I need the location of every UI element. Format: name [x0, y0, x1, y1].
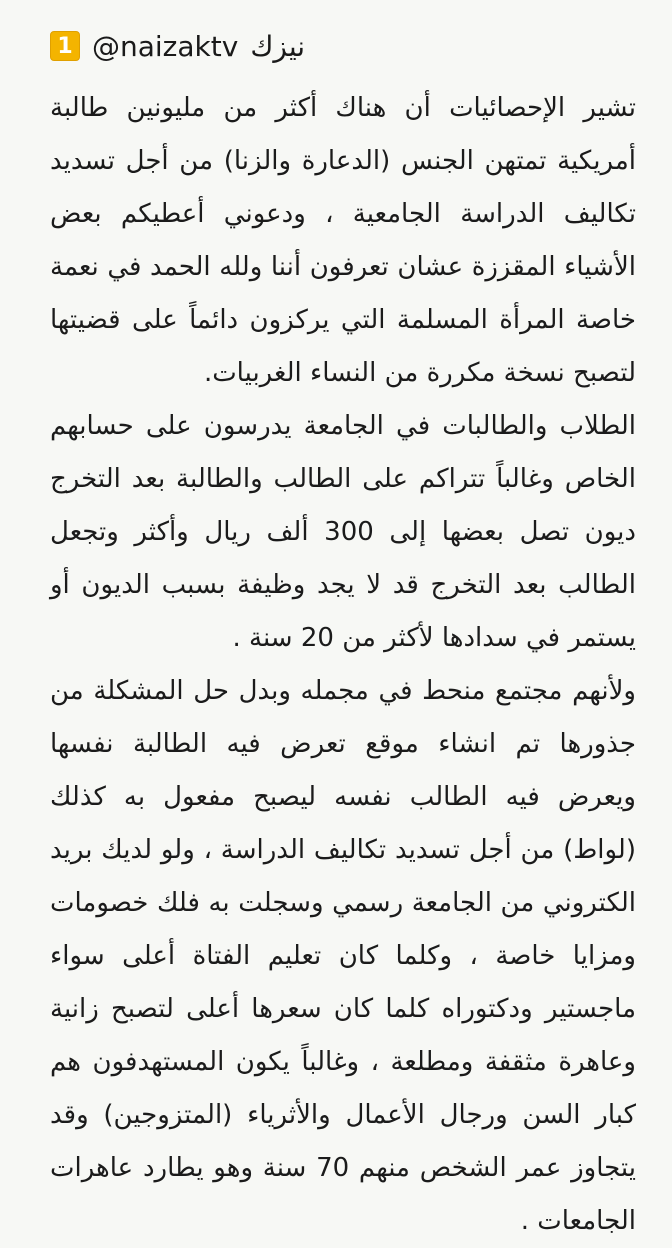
- post-header: [50, 18, 636, 74]
- post-body: [50, 82, 636, 1248]
- author-display-name[interactable]: نيزك: [250, 29, 306, 63]
- post-paragraph-3: ولأنهم مجتمع منحط في مجمله وبدل حل المشكلة من جذورها تم انشاء موقع تعرض فيه الطالبة نفسها ويعرض فيه الطالب نفسه ليصبح مفعول به كذلك (لواط) من أجل تسديد تكاليف الدراسة ، ولو لديك بريد الكتروني من الجامعة رسمي وسجلت به فلك خصومات ومزايا خاصة ، وكلما كان تعليم الفتاة أعلى سواء ماجستير ودكتوراه كلما كان سعرها أعلى لتصبح زانية وعاهرة مثقفة ومطلعة ، وغالباً يكون المستهدفون هم كبار السن ورجال الأعمال والأثرياء (المتزوجين) وقد يتجاوز عمر الشخص منهم 70 سنة وهو يطارد عاهرات الجامعات .: [50, 676, 636, 1236]
- rank-badge: 1: [50, 31, 80, 61]
- post-paragraph-2: الطلاب والطالبات في الجامعة يدرسون على حسابهم الخاص وغالباً تتراكم على الطالب والطالبة بعد التخرج ديون تصل بعضها إلى 300 ألف ريال وأكثر وتجعل الطالب بعد التخرج قد لا يجد وظيفة بسبب الديون أو يستمر في سدادها لأكثر من 20 سنة .: [50, 411, 636, 653]
- author-handle[interactable]: @naizaktv: [92, 29, 239, 63]
- post-paragraph-1: تشير الإحصائيات أن هناك أكثر من مليونين طالبة أمريكية تمتهن الجنس (الدعارة والزنا) من أجل تسديد تكاليف الدراسة الجامعية ، ودعوني أعطيكم بعض الأشياء المقززة عشان تعرفون أننا ولله الحمد في نعمة خاصة المرأة المسلمة التي يركزون دائماً على قضيتها لتصبح نسخة مكررة من النساء الغربيات.: [50, 93, 636, 388]
